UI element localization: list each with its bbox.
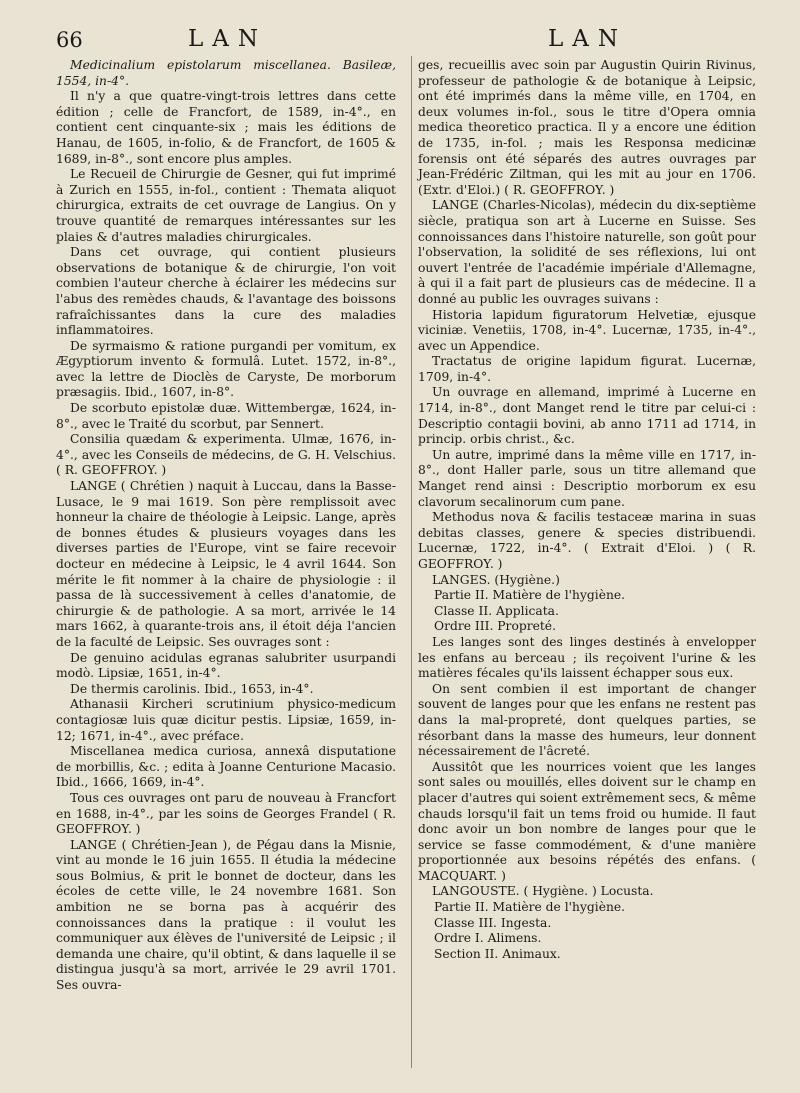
paragraph: Tous ces ouvrages ont paru de nouveau à Francfort en 1688, in-4°., par les soins de Georges Frandel ( R. GEOFFROY. ) (56, 790, 396, 837)
bibliography-entry: Historia lapidum figuratorum Helvetiæ, ejusque viciniæ. Venetiis, 1708, in-4°. Lucernæ, 1735, in-4°., avec un Appendice. (418, 307, 756, 353)
paragraph: ges, recueillis avec soin par Augustin Quirin Rivinus, professeur de pathologie & de botanique à Leipsic, ont été imprimés dans la même ville, en 1704, en deux volumes in-fol., sous le titre d'Opera omnia medica theoretico practica. Il y a encore une édition de 1735, in-fol. ; mais les Responsa medicinæ forensis ont été séparés des autres ouvrages par Jean-Frédéric Ziltman, qui les mit au jour en 1706. (Extr. d'Eloi.) ( R. GEOFFROY. ) (418, 58, 756, 197)
bibliography-entry: Consilia quædam & experimenta. Ulmæ, 1676, in-4°., avec les Conseils de médecins, de G. H. Velschius. ( R. GEOFFROY. ) (56, 432, 396, 478)
paragraph: Il n'y a que quatre-vingt-trois lettres dans cette édition ; celle de Francfort, de 1589, in-4°., en contient cent cinquante-six ; mais les éditions de Hanau, de 1605, in-folio, & de Francfort, de 1605 & 1689, in-8°., sont encore plus amples. (56, 89, 396, 166)
bibliography-entry: De genuino acidulas egranas salubriter usurpandi modò. Lipsiæ, 1651, in-4°. (56, 650, 396, 681)
classification-line: Partie II. Matière de l'hygiène. (434, 900, 626, 915)
classification-line: Ordre I. Alimens. (434, 931, 542, 946)
classification-line: Classe II. Applicata. (434, 603, 559, 618)
column-divider (411, 56, 412, 1068)
bibliography-entry: De thermis carolinis. Ibid., 1653, in-4°. (70, 681, 314, 696)
classification-line: Partie II. Matière de l'hygiène. (434, 588, 626, 603)
paragraph: Le Recueil de Chirurgie de Gesner, qui fut imprimé à Zurich en 1555, in-fol., contient : Themata aliquot chirurgica, extraits de cet ouvrage de Langius. On y trouve quantité de remarques intéressantes sur les plaies & d'autres maladies chirurgicales. (56, 167, 396, 244)
running-head-right: LAN (548, 26, 628, 52)
page-header (48, 22, 760, 56)
bibliography-entry: Miscellanea medica curiosa, annexâ disputatione de morbillis, &c. ; edita à Joanne Centurione Macasio. Ibid., 1666, 1669, in-4°. (56, 744, 396, 790)
article-lange-chretien-jean: LANGE ( Chrétien-Jean ), de Pégau dans la Misnie, vint au monde le 16 juin 1655. Il étudia la médecine sous Bolmius, & prit le bonnet de docteur, dans les écoles de cette ville, le 24 novembre 1681. Son ambition ne se borna pas à acquérir des connoissances dans la pratique : il voulut les communiquer aux élèves de l'université de Leipsic ; il demanda une chaire, qu'il obtint, & dans laquelle il se distingua jusqu'à sa mort, arrivée le 29 avril 1701. Ses ouvra- (56, 837, 396, 993)
paragraph: Medicinalium epistolarum miscellanea. Basileæ, 1554, in-4°. (56, 58, 396, 88)
classification-line: Ordre III. Propreté. (434, 619, 556, 634)
paragraph: Dans cet ouvrage, qui contient plusieurs observations de botanique & de chirurgie, l'on voit combien l'auteur cherche à éclairer les médecins sur l'abus des remèdes chauds, & l'avantage des boissons rafraîchissantes dans la cure des maladies inflammatoires. (56, 245, 396, 338)
article-title-langes: LANGES. (Hygiène.) (432, 572, 560, 587)
running-head-left: LAN (188, 26, 268, 52)
left-column (56, 58, 396, 994)
page-number: 66 (56, 28, 83, 52)
paragraph: Un autre, imprimé dans la même ville en 1717, in-8°., dont Haller parle, sous un titre allemand que Manget rend ainsi : Descriptio morborum ex esu clavorum secalinorum cum pane. (418, 447, 756, 509)
bibliography-entry: Tractatus de origine lapidum figurat. Lucernæ, 1709, in-4°. (418, 354, 756, 384)
bibliography-entry: Athanasii Kircheri scrutinium physico-medicum contagiosæ luis quæ dicitur pestis. Lipsiæ, 1659, in-12; 1671, in-4°., avec préface. (56, 697, 396, 743)
bibliography-entry: De syrmaismo & ratione purgandi per vomitum, ex Ægyptiorum invento & formulâ. Lutet. 1572, in-8°., avec la lettre de Dioclès de Caryste, De morborum præsagiis. Ibid., 1607, in-8°. (56, 338, 396, 400)
article-lange-chretien: LANGE ( Chrétien ) naquit à Luccau, dans la Basse-Lusace, le 9 mai 1619. Son père remplissoit avec honneur la chaire de théologie à Leipsic. Lange, après de bonnes études & plusieurs voyages dans les diverses parties de l'Europe, vint se faire recevoir docteur en médecine à Leipsic, le 4 avril 1644. Son mérite le fit nommer à la chaire de physiologie : il passa de là successivement à celles d'anatomie, de chirurgie & de pathologie. A sa mort, arrivée le 14 mars 1662, à quarante-trois ans, il étoit déja l'ancien de la faculté de Leipsic. Ses ouvrages sont : (56, 479, 396, 649)
classification-line: Classe III. Ingesta. (434, 915, 552, 930)
article-title-langouste: LANGOUSTE. ( Hygiène. ) Locusta. (432, 884, 654, 899)
paragraph: Aussitôt que les nourrices voient que les langes sont sales ou mouillés, elles doivent sur le champ en placer d'autres qui soient extrêmement secs, & même chauds lorsqu'il fait un tems froid ou humide. Il faut donc avoir un bon nombre de langes pour que le service se fasse commodément, & d'une manière proportionnée aux besoins répétés des enfans. ( MACQUART. ) (418, 759, 756, 883)
classification-line: Section II. Animaux. (434, 946, 561, 961)
bibliography-entry: De scorbuto epistolæ duæ. Wittembergæ, 1624, in-8°., avec le Traité du scorbut, par Sennert. (56, 401, 396, 431)
paragraph: On sent combien il est important de changer souvent de langes pour que les enfans ne restent pas dans la mal-propreté, dont quelques parties, se résorbant dans la masse des humeurs, leur donnent nécessairement de l'âcreté. (418, 681, 756, 759)
article-lange-charles-nicolas: LANGE (Charles-Nicolas), médecin du dix-septième siècle, pratiqua son art à Lucerne en Suisse. Ses connoissances dans l'histoire naturelle, son goût pour l'observation, la solidité de ses réflexions, lui ont ouvert l'entrée de l'académie impériale d'Allemagne, à qui il a fait part de plusieurs cas de médecine. Il a donné au public les ouvrages suivans : (418, 198, 756, 306)
paragraph: Les langes sont des linges destinés à envelopper les enfans au berceau ; ils reçoivent l'urine & les matières fécales qu'ils laissent échapper sous eux. (418, 634, 756, 681)
paragraph: Un ouvrage en allemand, imprimé à Lucerne en 1714, in-8°., dont Manget rend le titre par celui-ci : Descriptio contagii bovini, ab anno 1711 ad 1714, in princip. orbis christ., &c. (418, 385, 756, 447)
bibliography-entry: Methodus nova & facilis testaceæ marina in suas debitas classes, genere & species distribuendi. Lucernæ, 1722, in-4°. ( Extrait d'Eloi. ) ( R. GEOFFROY. ) (418, 510, 756, 571)
right-column (418, 58, 756, 962)
